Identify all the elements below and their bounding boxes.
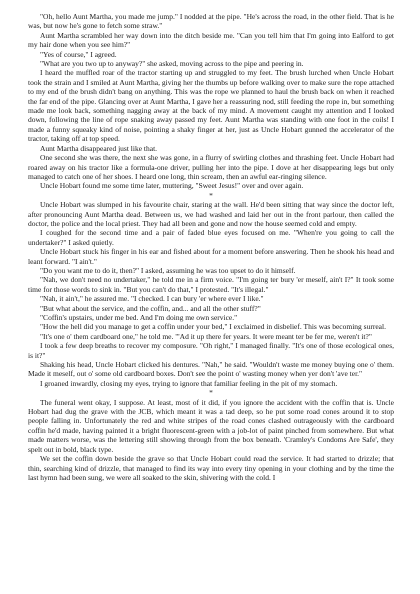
paragraph: I took a few deep breaths to recover my composure. "Oh right," I managed finally. "It's one of those ecological ones, is it?" — [28, 341, 394, 360]
paragraph: Uncle Hobart found me some time later, muttering, "Sweet Jesus!" over and over again. — [40, 181, 304, 191]
paragraph: Uncle Hobart was slumped in his favourite chair, staring at the wall. He'd been sitting that way since the doctor left, after pronouncing Aunt Martha dead. Between us, we had washed and laid her out in the front parlour, then called the doctor, the police and the local priest. They had all been and gone and now the house seemed cold and empty. — [28, 200, 394, 228]
section-separator: * — [209, 190, 213, 200]
paragraph: "Do you want me to do it, then?" I asked, assuming he was too upset to do it himself. — [40, 265, 296, 275]
paragraph: Uncle Hobart stuck his finger in his ear and fished about for a moment before answering. Then he shook his head and leant forward. "I ain't." — [28, 247, 394, 266]
paragraph: The funeral went okay, I suppose. At least, most of it did, if you ignore the accident with the coffin that is. Uncle Hobart had dug the grave with the JCB, which meant it was a tad deep, so he put some road cones around it to stop people falling in. Unfortunately the red and white stripes of the road cones clashed outrageously with the cardboard coffin he'd made, having painted it a bright fluorescent-green with a job-lot of paint pinched from somewhere. But what made matters worse, was the lettering still showing through from the box beneath. 'Cramley's Condoms Are Safe', they spelt out in bold, black type. — [28, 397, 394, 454]
paragraph: "Yes of course," I agreed. — [40, 49, 117, 59]
paragraph: I heard the muffled roar of the tractor starting up and struggled to my feet. The brush lurched when Uncle Hobart took the strain and I smiled at Aunt Martha, giving her the thumbs up before walking over to make sure the rope attached to my end of the brush didn't bang on anything. This was the rope we planned to haul the brush back on when it reached the far end of the pipe. Glancing over at Aunt Martha, I gave her a reassuring nod, still feeding the rope in, but something made me look back, something nagging away at the back of my mind. A movement caught my attention and I looked down, following the line of rope snaking away passed my feet. Aunt Martha was standing with one foot in the coils! I made a funny squeaky kind of noise, pointing a shaky finger at her, just as Uncle Hobart gunned the accelerator of the tractor, taking off at top speed. — [28, 68, 394, 144]
paragraph: I coughed for the second time and a pair of faded blue eyes focused on me. "When're you going to call the undertaker?" I asked quietly. — [28, 228, 394, 247]
paragraph: Aunt Martha scrambled her way down into the ditch beside me. "Can you tell him that I'm going into Ealford to get my hair done when you see him?" — [28, 30, 394, 50]
paragraph: "It's one o' them cardboard one," he told me. "'Ad it up there fer years. It were meant ter be fer me, weren't it?" — [40, 331, 372, 341]
paragraph: "Nah, we don't need no undertaker," he told me in a firm voice. "I'm going ter bury 'er meself, ain't I?" It took some time for those words to sink in. "But you can't do that," I protested. "It's illegal." — [28, 275, 394, 294]
paragraph: "Coffin's upstairs, under me bed. And I'm doing me own service." — [40, 313, 238, 322]
paragraph: "But what about the service, and the coffin, and... and all the other stuff?" — [40, 303, 261, 313]
story-text — [28, 12, 394, 482]
paragraph: We set the coffin down beside the grave so that Uncle Hobart could read the service. It had started to drizzle; that thin, searching kind of drizzle, that managed to find its way into every tiny opening in your clothing and by the time the last hymn had been sung, we were all soaked to the skin, shivering with the cold. I — [28, 454, 394, 482]
paragraph: "How the hell did you manage to get a coffin under your bed," I exclaimed in disbelief. This was becoming surreal. — [40, 322, 386, 332]
paragraph: "Nah, it ain't," he assured me. "I checked. I can bury 'er where ever I like." — [40, 294, 264, 304]
paragraph: "What are you two up to anyway?" she asked, moving across to the pipe and peering in. — [40, 59, 304, 69]
section-separator: * — [209, 388, 213, 398]
paragraph: Aunt Martha disappeared just like that. — [40, 143, 158, 153]
paragraph: I groaned inwardly, closing my eyes, trying to ignore that familiar feeling in the pit of my stomach. — [40, 378, 338, 388]
paragraph: Shaking his head, Uncle Hobart clicked his dentures. "Nah," he said. "Wouldn't waste me money buying one o' them. Made it meself, out o' some old cardboard boxes. Don't see the point o' wasting money when yer don't 'ave ter." — [28, 360, 394, 379]
paragraph: "Oh, hello Aunt Martha, you made me jump." I nodded at the pipe. "He's across the road, in the other field. That is he was, but now he's gone to fetch some straw." — [28, 12, 394, 31]
paragraph: One second she was there, the next she was gone, in a flurry of swirling clothes and thrashing feet. Uncle Hobart had roared away on his tractor like a formula-one driver, pulling her into the pipe. I dove at her disappearing legs but only managed to catch one of her shoes. I heard one long, thin scream, then an awful ear-ringing silence. — [28, 153, 394, 181]
